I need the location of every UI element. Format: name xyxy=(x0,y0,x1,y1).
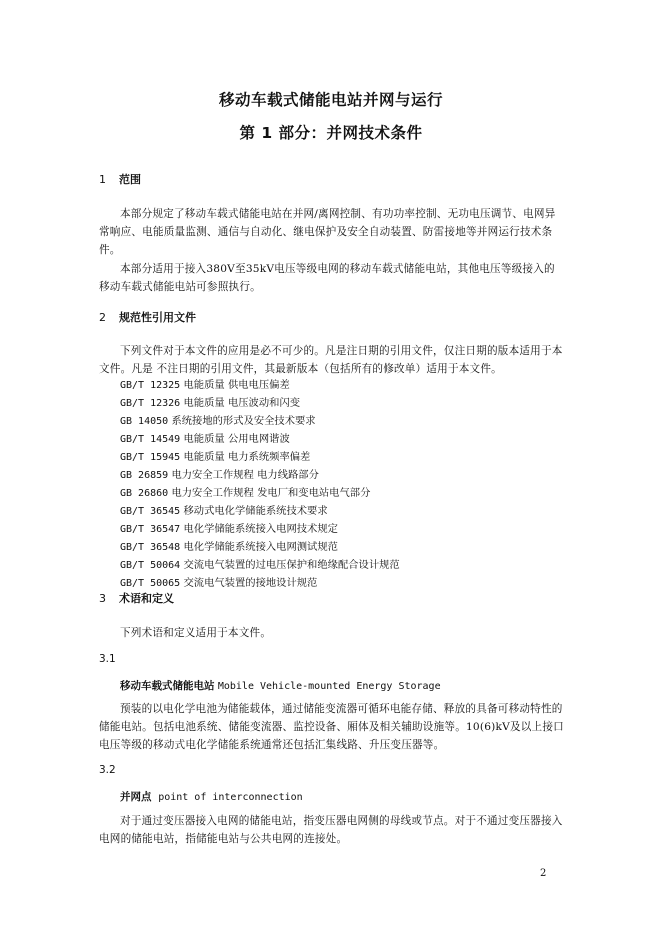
reference-title: 电能质量 公用电网谐波 xyxy=(183,433,290,445)
reference-title: 电化学储能系统接入电网技术规定 xyxy=(183,523,338,535)
reference-code: GB/T 50065 xyxy=(120,578,181,589)
reference-item xyxy=(120,412,316,431)
section-title: 术语和定义 xyxy=(119,592,174,605)
reference-item xyxy=(120,484,370,503)
reference-code: GB/T 14549 xyxy=(120,434,181,445)
reference-item xyxy=(120,448,310,467)
reference-title: 电力安全工作规程 发电厂和变电站电气部分 xyxy=(171,487,371,499)
reference-title: 交流电气装置的接地设计规范 xyxy=(183,577,318,589)
term-name-en: Mobile Vehicle-mounted Energy Storage xyxy=(217,681,441,692)
section-3-heading xyxy=(99,590,174,606)
section-1-paragraph-1: 本部分规定了移动车载式储能电站在并网/离网控制、有功功率控制、无功电压调节、电网异常响应、电能质量监测、通信与自动化、继电保护及安全自动装置、防雷接地等并网运行技术条件。 xyxy=(99,208,556,257)
term-name-zh: 移动车载式储能电站 xyxy=(120,680,215,692)
section-1-paragraph-2: 本部分适用于接入380V至35kV电压等级电网的移动车载式储能电站，其他电压等级接入的移动车载式储能电站可参照执行。 xyxy=(99,263,555,294)
term-number: 3.2 xyxy=(99,764,116,776)
reference-code: GB/T 15945 xyxy=(120,452,181,463)
reference-title: 系统接地的形式及安全技术要求 xyxy=(171,415,316,427)
section-1-heading xyxy=(99,171,141,187)
reference-code: GB 14050 xyxy=(120,416,169,427)
term-name-zh: 并网点 xyxy=(120,791,152,803)
reference-title: 电化学储能系统接入电网测试规范 xyxy=(183,541,338,553)
document-subtitle: 第 1 部分：并网技术条件 xyxy=(239,124,423,142)
reference-item xyxy=(120,376,290,395)
reference-item xyxy=(120,538,338,557)
reference-code: GB/T 36547 xyxy=(120,524,181,535)
document-title: 移动车载式储能电站并网与运行 xyxy=(218,91,443,109)
reference-title: 电能质量 电压波动和闪变 xyxy=(183,397,301,409)
term-name-en: point of interconnection xyxy=(158,792,303,803)
reference-code: GB/T 12326 xyxy=(120,398,181,409)
reference-code: GB/T 36545 xyxy=(120,506,181,517)
reference-code: GB 26860 xyxy=(120,488,169,499)
term-definition: 预装的以电化学电池为储能载体，通过储能变流器可循环电能存储、释放的具备可移动特性的储能电站。包括电池系统、储能变流器、监控设备、厢体及相关辅助设施等。10(6)kV及以上接口电压等级的移动式电化学储能系统通常还包括汇集线路、升压变压器等。 xyxy=(99,703,564,752)
reference-title: 电能质量 电力系统频率偏差 xyxy=(183,451,311,463)
reference-item xyxy=(120,502,328,521)
section-2-heading xyxy=(99,309,196,325)
reference-item xyxy=(120,556,400,575)
reference-code: GB/T 50064 xyxy=(120,560,181,571)
section-title: 规范性引用文件 xyxy=(119,311,196,324)
term-definition: 对于通过变压器接入电网的储能电站，指变压器电网侧的母线或节点。对于不通过变压器接入电网的储能电站，指储能电站与公共电网的连接处。 xyxy=(99,815,563,846)
section-title: 范围 xyxy=(119,173,141,186)
reference-code: GB 26859 xyxy=(120,470,169,481)
section-2-intro: 下列文件对于本文件的应用是必不可少的。凡是注日期的引用文件，仅注日期的版本适用于本文件。凡是 不注日期的引用文件，其最新版本（包括所有的修改单）适用于本文件。 xyxy=(99,345,563,376)
reference-title: 电力安全工作规程 电力线路部分 xyxy=(171,469,319,481)
section-number: 1 xyxy=(99,173,106,186)
reference-title: 移动式电化学储能系统技术要求 xyxy=(183,505,328,517)
section-number: 2 xyxy=(99,311,106,324)
reference-code: GB/T 12325 xyxy=(120,380,181,391)
reference-item xyxy=(120,394,300,413)
reference-item xyxy=(120,430,290,449)
term-heading xyxy=(120,789,303,804)
section-3-intro: 下列术语和定义适用于本文件。 xyxy=(120,627,272,639)
reference-title: 电能质量 供电电压偏差 xyxy=(183,379,290,391)
reference-item xyxy=(120,520,338,539)
page-number: 2 xyxy=(540,868,547,879)
reference-item xyxy=(120,466,319,485)
term-number: 3.1 xyxy=(99,653,116,665)
section-number: 3 xyxy=(99,592,106,605)
reference-code: GB/T 36548 xyxy=(120,542,181,553)
reference-title: 交流电气装置的过电压保护和绝缘配合设计规范 xyxy=(183,559,400,571)
term-heading xyxy=(120,678,441,693)
